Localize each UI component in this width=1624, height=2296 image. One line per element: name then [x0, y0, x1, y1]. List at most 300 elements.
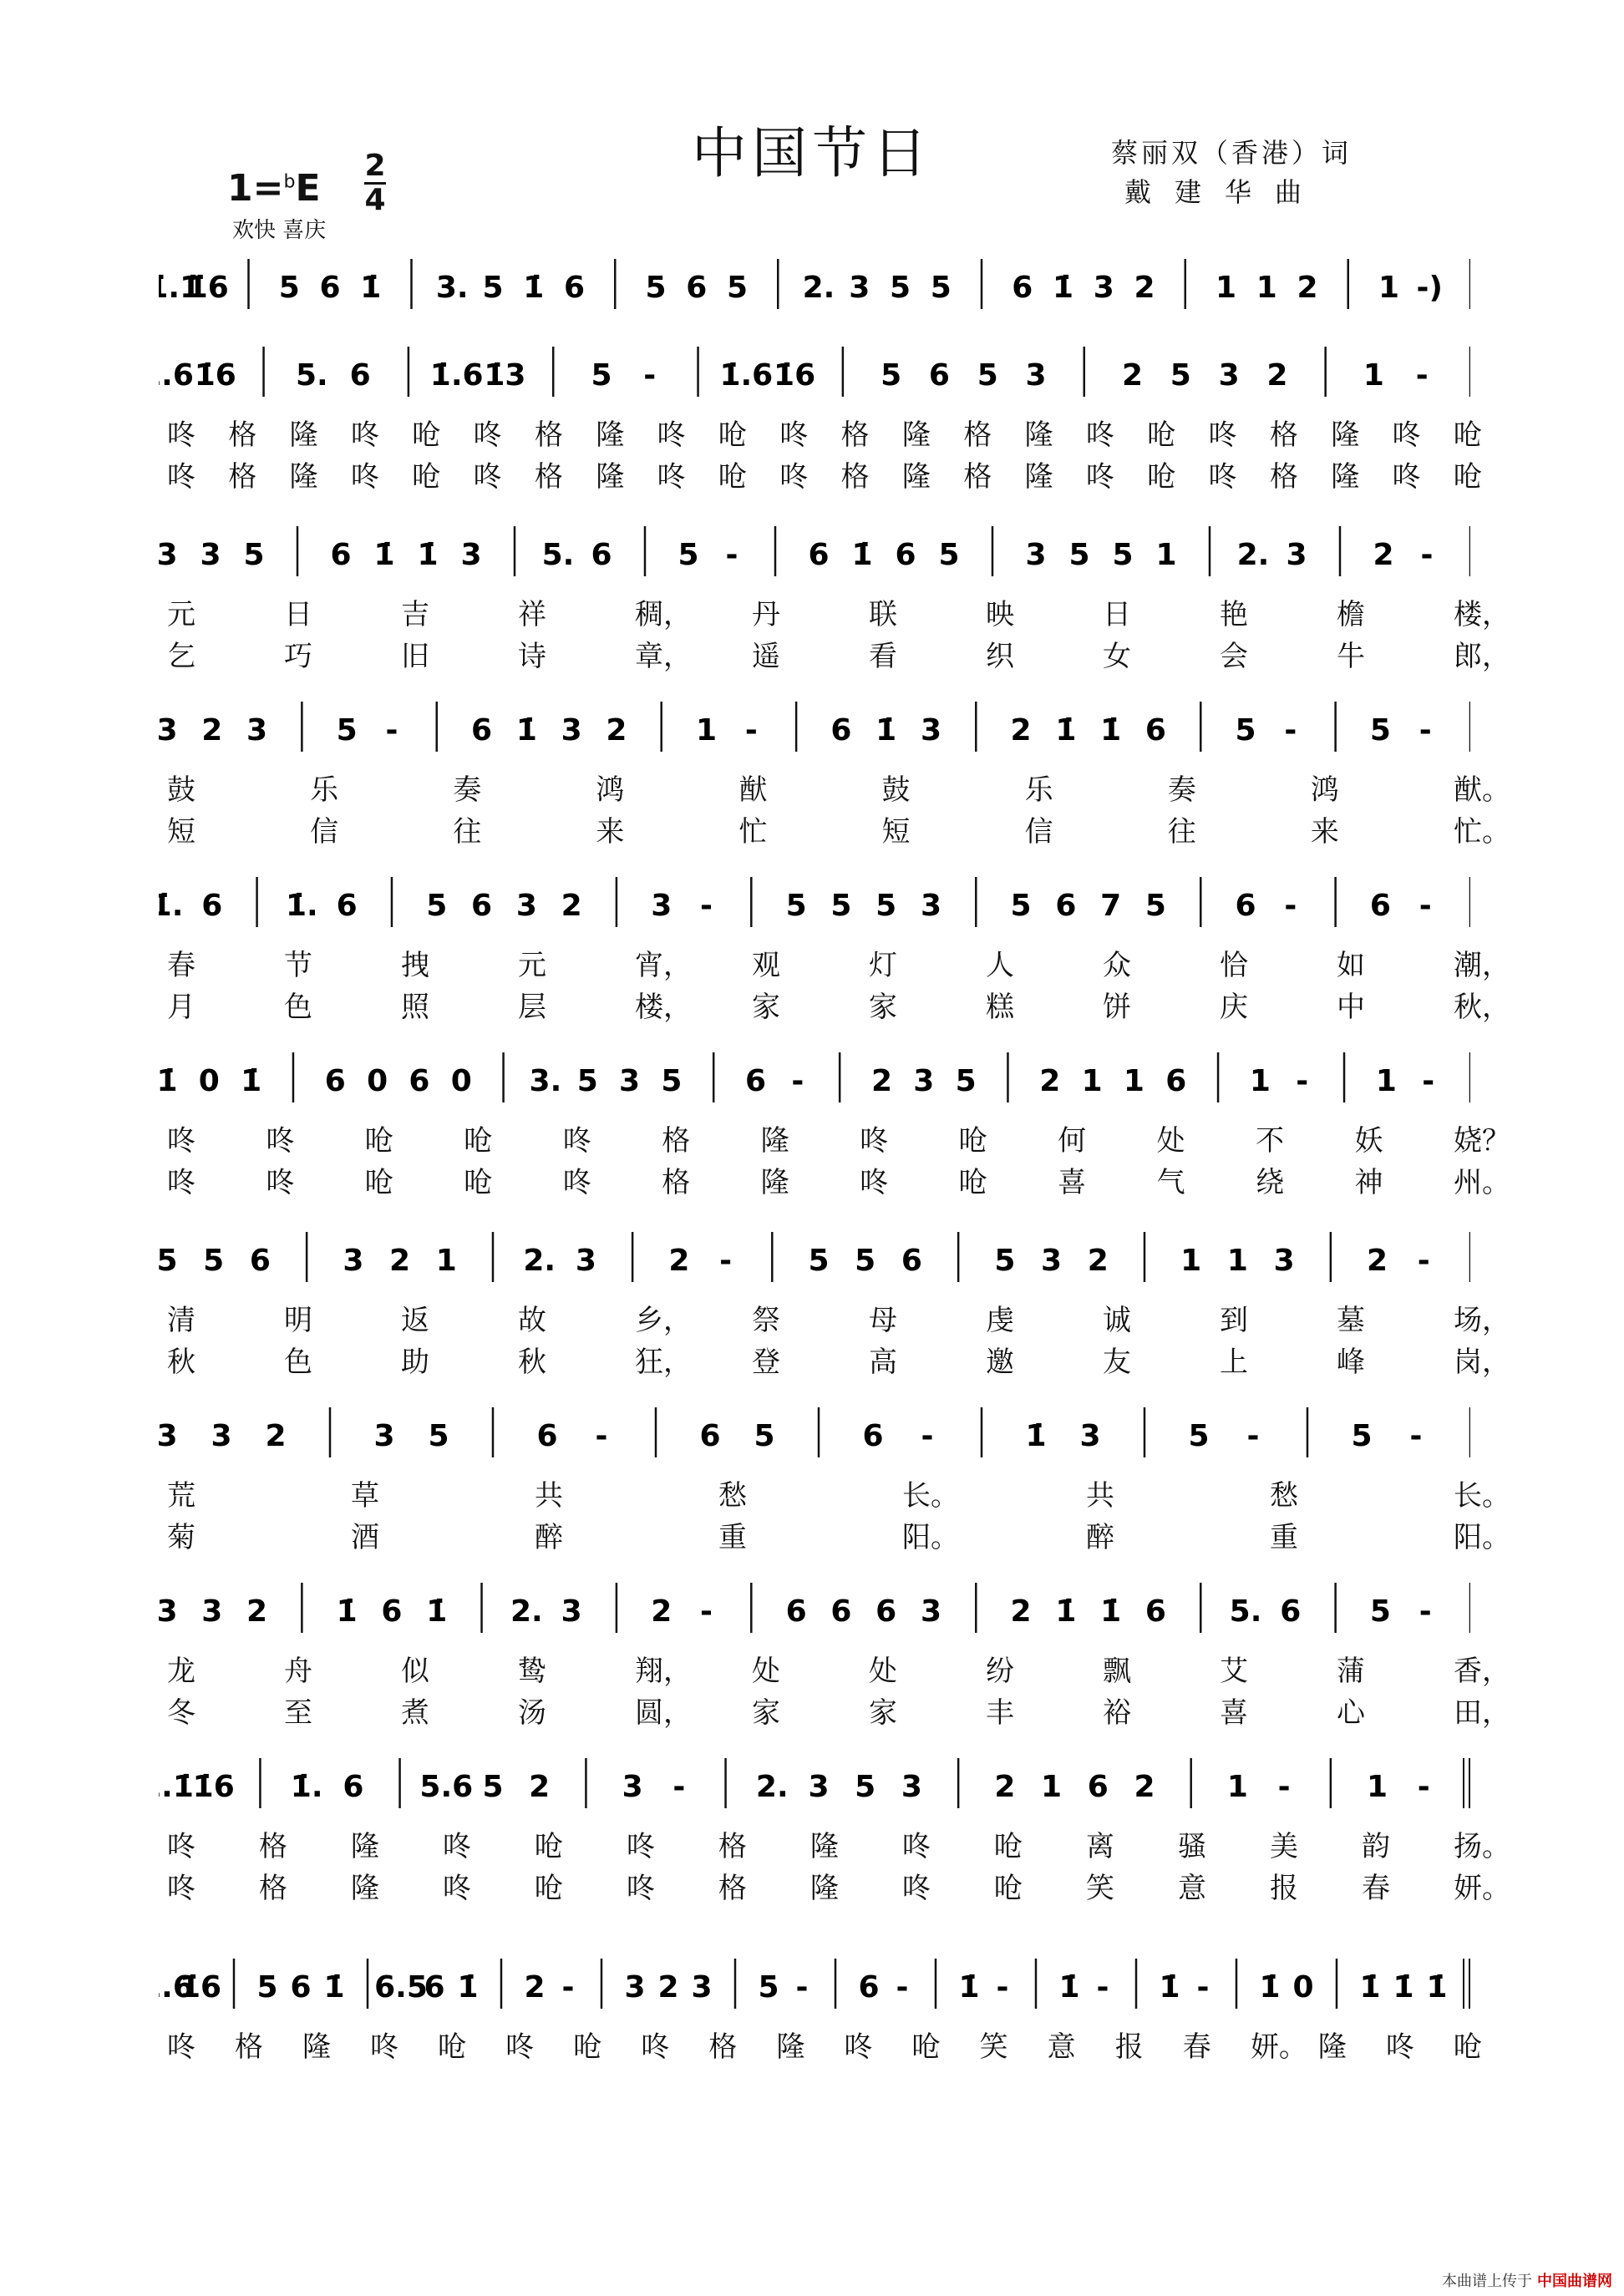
note: 5	[881, 358, 902, 393]
score-system	[159, 1399, 1510, 1554]
lyric-syllable: 祥	[518, 598, 546, 631]
lyric-syllable: 隆	[351, 1872, 379, 1905]
lyric-syllable: 人	[986, 949, 1014, 982]
note: 2	[1373, 538, 1394, 572]
note: 5	[243, 538, 265, 572]
note: 1	[1249, 1064, 1271, 1098]
lyric-syllable: 重	[1270, 1521, 1298, 1554]
lyric-syllable: 纷	[986, 1655, 1014, 1688]
note: 1̇3	[484, 358, 526, 393]
note: 1	[1041, 1770, 1063, 1804]
lyric-syllable: 咚	[902, 1872, 931, 1905]
note: 6	[1165, 1064, 1187, 1098]
note: -	[795, 1970, 809, 2005]
lyric-syllable: 呛	[412, 460, 441, 494]
note: -	[791, 1064, 804, 1098]
lyric-syllable: 格	[1270, 418, 1298, 452]
note: 3	[624, 1970, 646, 2005]
note: 5	[875, 889, 897, 923]
lyric-syllable: 隆	[596, 418, 625, 452]
note: 3	[211, 1419, 232, 1453]
lyric-syllable: 虔	[986, 1304, 1014, 1337]
lyric-syllable: 隆	[776, 2030, 805, 2064]
note: 2	[1087, 1244, 1109, 1278]
lyric-syllable: 咚	[1392, 460, 1421, 494]
lyric-syllable: 映	[986, 598, 1014, 631]
note: 3.	[529, 1064, 562, 1098]
lyric-syllable: 咚	[266, 1124, 295, 1158]
lyric-verse-1	[159, 2024, 1482, 2064]
note: 6	[324, 1064, 346, 1098]
lyric-syllable: 不	[1256, 1124, 1285, 1158]
note: 5	[645, 271, 667, 305]
lyric-syllable: 香，	[1454, 1655, 1510, 1688]
time-signature	[364, 150, 386, 216]
lyric-syllable: 墓	[1337, 1304, 1365, 1337]
note: 6	[1012, 271, 1033, 305]
lyric-syllable: 州。	[1454, 1166, 1510, 1199]
lyric-syllable: 共	[1086, 1479, 1114, 1513]
lyric-syllable: 圆，	[635, 1696, 692, 1730]
lyric-syllable: 格	[718, 1830, 747, 1863]
lyric-syllable: 咚	[844, 2030, 873, 2064]
score-system	[159, 1224, 1510, 1379]
note: 1̇.	[159, 889, 184, 923]
note: 5	[808, 1244, 830, 1278]
lyric-syllable: 咚	[902, 1830, 931, 1863]
lyric-syllable: 短	[167, 815, 195, 849]
note: 1	[1155, 538, 1177, 572]
lyric-syllable: 吉	[401, 598, 429, 631]
lyric-syllable: 鸷	[518, 1655, 546, 1688]
note: 1̇	[1259, 1970, 1281, 2005]
tempo-marking: 欢快 喜庆	[232, 218, 327, 243]
lyric-syllable: 格	[662, 1124, 691, 1158]
time-signature-top: 2	[364, 149, 386, 183]
lyric-syllable: 织	[986, 640, 1014, 673]
lyric-syllable: 咚	[266, 1166, 295, 1199]
time-signature-bottom: 4	[364, 183, 386, 217]
score-system	[159, 1044, 1510, 1199]
lyric-syllable: 呛	[911, 2030, 941, 2064]
lyric-syllable: 乐	[310, 773, 339, 807]
note: 2	[1039, 1064, 1061, 1098]
lyric-syllable: 饼	[1103, 991, 1131, 1024]
lyric-syllable: 春	[1182, 2030, 1211, 2064]
note: 1̇	[426, 1594, 448, 1629]
lyric-syllable: 重	[718, 1521, 747, 1554]
lyric-syllable: 场，	[1454, 1304, 1510, 1337]
lyric-syllable: 格	[228, 460, 257, 494]
note: 3	[246, 713, 268, 748]
song-title: 中国节日	[692, 121, 932, 185]
note: -)	[1416, 271, 1443, 305]
score-system	[159, 1750, 1510, 1905]
note: 6	[471, 889, 493, 923]
note: 1̇	[1055, 1594, 1077, 1629]
lyric-syllable: 艳	[1220, 598, 1248, 631]
note: .6	[161, 358, 194, 393]
score-system	[159, 1950, 1482, 2064]
notation-line	[159, 1399, 1470, 1466]
lyric-syllable: 翔，	[635, 1655, 692, 1688]
note: 1̇	[1055, 713, 1077, 748]
lyric-syllable: 助	[401, 1346, 429, 1379]
lyric-syllable: 庆	[1220, 991, 1248, 1024]
lyric-syllable: 蒲	[1337, 1655, 1365, 1688]
note: 6	[349, 358, 371, 393]
note: 5	[785, 889, 807, 923]
notation-line	[159, 1950, 1470, 2017]
note: 6	[928, 358, 950, 393]
lyric-syllable: 格	[662, 1166, 691, 1199]
note: 1̇	[1393, 1970, 1414, 2005]
lyric-syllable: 醉	[535, 1521, 563, 1554]
note: 7	[1100, 889, 1122, 923]
lyric-syllable: 咚	[779, 460, 809, 494]
lyric-syllable: 呛	[1147, 460, 1176, 494]
lyric-syllable: 咚	[641, 2030, 670, 2064]
lyric-syllable: 咚	[627, 1872, 655, 1905]
lyric-syllable: 咚	[657, 460, 686, 494]
note: 2	[524, 1970, 546, 2005]
note: 1̇6	[186, 271, 229, 305]
lyric-syllable: 照	[401, 991, 429, 1024]
lyric-syllable: 元	[167, 598, 195, 631]
note: -	[1246, 1419, 1260, 1453]
note: 5	[1144, 889, 1166, 923]
lyric-syllable: 隆	[810, 1830, 839, 1863]
note: -	[1418, 889, 1432, 923]
note: 2	[1367, 1244, 1388, 1278]
note: 6	[201, 889, 223, 923]
lyric-syllable: 荒	[167, 1479, 195, 1513]
note: 1	[695, 713, 718, 748]
note: 1	[1123, 1064, 1144, 1098]
lyric-syllable: 稠，	[635, 598, 692, 631]
lyric-syllable: 菊	[167, 1521, 195, 1554]
lyric-syllable: 扬。	[1454, 1830, 1510, 1863]
note: 5	[1068, 538, 1090, 572]
lyric-syllable: 咚	[562, 1166, 591, 1199]
note: 2	[1134, 271, 1155, 305]
lyric-syllable: 来	[596, 815, 625, 849]
lyric-syllable: 处	[869, 1655, 897, 1688]
lyric-syllable: 郎，	[1454, 640, 1510, 673]
note: 6	[1235, 889, 1256, 923]
note: -	[672, 1770, 686, 1804]
lyric-syllable: 呛	[535, 1872, 563, 1905]
note: 3	[849, 271, 870, 305]
lyric-syllable: 丹	[752, 598, 780, 631]
lyric-syllable: 乡，	[635, 1304, 692, 1337]
note: 3	[920, 1594, 942, 1629]
lyric-syllable: 气	[1156, 1166, 1185, 1199]
lyric-syllable: 呛	[464, 1166, 493, 1199]
note: 5	[938, 538, 960, 572]
note: 2	[994, 1770, 1016, 1804]
note: 3	[1079, 1419, 1101, 1453]
note: 5	[336, 713, 358, 748]
note: 3	[561, 1594, 582, 1629]
lyric-syllable: 咚	[167, 1872, 195, 1905]
note: 1̇	[515, 713, 537, 748]
note: 2	[651, 1594, 672, 1629]
lyric-syllable: 咚	[443, 1872, 471, 1905]
lyric-syllable: 呛	[364, 1124, 393, 1158]
lyric-syllable: 醉	[1086, 1521, 1114, 1554]
lyric-syllable: 隆	[810, 1872, 839, 1905]
note: 5.	[541, 538, 575, 572]
lyric-syllable: 章，	[635, 640, 692, 673]
lyric-syllable: 恰	[1220, 949, 1248, 982]
note: 1̇	[1052, 271, 1074, 305]
lyric-syllable: 呛	[364, 1166, 393, 1199]
lyric-syllable: 潮，	[1454, 949, 1510, 982]
note: -	[1196, 1970, 1210, 2005]
lyric-syllable: 咚	[473, 418, 502, 452]
lyric-syllable: 色	[284, 991, 312, 1024]
lyric-syllable: 楼，	[635, 991, 692, 1024]
note: 6	[830, 1594, 852, 1629]
note: -	[1415, 358, 1429, 393]
lyric-syllable: 元	[518, 949, 546, 982]
lyric-syllable: 格	[840, 460, 870, 494]
note: 2	[870, 1064, 893, 1098]
notation-line	[159, 1044, 1470, 1111]
lyric-syllable: 咚	[1208, 460, 1237, 494]
note: 0	[198, 1064, 220, 1098]
note: -	[1284, 713, 1297, 748]
notation-line	[159, 869, 1470, 935]
note: 5	[203, 1244, 225, 1278]
lyric-syllable: 田，	[1454, 1696, 1510, 1730]
lyric-syllable: 岗，	[1454, 1346, 1510, 1379]
note: 5.	[1229, 1594, 1262, 1629]
lyric-syllable: 格	[1270, 460, 1298, 494]
lyric-syllable: 鼓	[881, 773, 911, 807]
lyric-syllable: 到	[1220, 1304, 1248, 1337]
lyric-verse-1	[159, 1297, 1510, 1337]
note: 2	[265, 1419, 287, 1453]
note: 1̇	[1426, 1970, 1448, 2005]
lyric-syllable: 隆	[760, 1166, 789, 1199]
note: 6	[336, 889, 358, 923]
notation-line	[159, 1574, 1470, 1641]
note: -	[725, 538, 738, 572]
note: 5	[726, 271, 749, 305]
note: 2	[657, 1970, 679, 2005]
note: 6	[858, 1970, 880, 2005]
lyric-syllable: 咚	[860, 1166, 889, 1199]
note: 1	[435, 1244, 457, 1278]
note: 1̇	[1025, 1419, 1047, 1453]
upload-credit	[1442, 2269, 1612, 2291]
note: 0	[1292, 1970, 1314, 2005]
note: 6	[1144, 1594, 1166, 1629]
note: 5	[855, 1770, 876, 1804]
note: 3	[343, 1244, 364, 1278]
lyric-syllable: 隆	[1331, 418, 1360, 452]
lyric-syllable: 友	[1103, 1346, 1131, 1379]
lyric-syllable: 拽	[401, 949, 429, 982]
lyric-syllable: 共	[535, 1479, 563, 1513]
note: 6	[744, 1064, 767, 1098]
score-system	[159, 693, 1510, 849]
note: 3	[373, 1419, 395, 1453]
lyric-syllable: 宵，	[635, 949, 692, 982]
lyric-syllable: 高	[869, 1346, 897, 1379]
note: 3	[920, 713, 942, 748]
note: 3	[1041, 1244, 1063, 1278]
note: 1	[1215, 271, 1237, 305]
note: 2	[668, 1244, 690, 1278]
note: -	[896, 1970, 909, 2005]
lyric-syllable: 故	[518, 1304, 546, 1337]
note: 3	[159, 1419, 178, 1453]
lyric-syllable: 笑	[979, 2030, 1008, 2064]
lyric-syllable: 格	[535, 418, 563, 452]
note: 1̇.6	[719, 358, 774, 393]
lyric-syllable: 咚	[779, 418, 809, 452]
lyric-syllable: 鸿	[1310, 773, 1339, 807]
note: 3	[159, 538, 178, 572]
note: -	[561, 1970, 575, 2005]
note: 5	[1188, 1419, 1210, 1453]
note: 1̇	[1058, 1970, 1080, 2005]
lyric-verse-2	[159, 1159, 1510, 1199]
lyric-syllable: 峰	[1337, 1346, 1365, 1379]
lyric-verse-2	[159, 1339, 1510, 1379]
note: 6.5	[374, 1970, 428, 2005]
note: 3	[1025, 358, 1047, 393]
lyric-syllable: 报	[1114, 2030, 1144, 2064]
lyric-syllable: 格	[228, 418, 257, 452]
lyric-syllable: 愁	[718, 1479, 747, 1513]
note: 1̇.	[290, 1770, 323, 1804]
score-system	[159, 251, 1470, 321]
lyric-syllable: 呛	[1454, 460, 1482, 494]
lyric-verse-1	[159, 412, 1482, 452]
lyric-syllable: 咚	[351, 460, 379, 494]
note: 5	[830, 889, 852, 923]
lyric-verse-1	[159, 767, 1510, 807]
note: 2	[561, 889, 582, 923]
lyric-syllable: 信	[1024, 815, 1053, 849]
lyric-verse-1	[159, 1472, 1510, 1513]
lyric-syllable: 春	[1362, 1872, 1390, 1905]
note: -	[1277, 1770, 1291, 1804]
lyric-syllable: 呛	[438, 2030, 467, 2064]
lyric-syllable: 咚	[351, 418, 379, 452]
note: 5	[576, 1064, 598, 1098]
lyric-syllable: 汤	[518, 1696, 546, 1730]
lyric-syllable: 往	[1167, 815, 1196, 849]
note: 5	[889, 271, 911, 305]
lyric-syllable: 隆	[1331, 460, 1360, 494]
lyric-syllable: 丰	[986, 1696, 1014, 1730]
lyric-syllable: 格	[708, 2030, 738, 2064]
note: 3	[808, 1770, 830, 1804]
note: 5	[1369, 713, 1391, 748]
lyric-syllable: 鼓	[167, 773, 195, 807]
note: 6	[591, 538, 612, 572]
note: 6	[1087, 1770, 1109, 1804]
note: 0	[450, 1064, 472, 1098]
note: 1̇6	[774, 358, 816, 393]
note: 1̇	[875, 713, 897, 748]
lyric-syllable: 咚	[1385, 2030, 1414, 2064]
lyric-syllable: 牛	[1337, 640, 1365, 673]
note: 5.	[295, 358, 328, 393]
lyric-syllable: 隆	[1024, 418, 1053, 452]
lyric-syllable: 来	[1310, 815, 1339, 849]
note: .1̇	[168, 271, 201, 305]
lyric-syllable: 奏	[1167, 773, 1196, 807]
lyric-verse-2	[159, 808, 1510, 849]
lyric-syllable: 舟	[284, 1655, 312, 1688]
lyric-syllable: 诚	[1103, 1304, 1131, 1337]
note: 1̇	[1100, 1594, 1122, 1629]
note: -	[1096, 1970, 1109, 2005]
lyric-syllable: 呛	[412, 418, 441, 452]
lyric-syllable: 裕	[1103, 1696, 1131, 1730]
note: -	[921, 1419, 934, 1453]
note: 6	[895, 538, 916, 572]
note: 3	[159, 713, 178, 748]
note: 1	[1226, 1244, 1248, 1278]
note: 3	[1093, 271, 1114, 305]
note: 5	[482, 1770, 504, 1804]
lyric-syllable: 咚	[473, 460, 502, 494]
lyric-syllable: 阳。	[902, 1521, 959, 1554]
lyric-syllable: 何	[1058, 1124, 1087, 1158]
note: 5	[661, 1064, 683, 1098]
lyric-syllable: 隆	[289, 460, 318, 494]
note: 6	[330, 538, 352, 572]
lyric-syllable: 咚	[167, 1830, 195, 1863]
lyric-verse-2	[159, 633, 1510, 673]
note: 1̇	[241, 1064, 262, 1098]
lyric-syllable: 往	[453, 815, 482, 849]
lyric-verse-2	[159, 1514, 1510, 1554]
lyric-syllable: 咚	[1086, 418, 1114, 452]
lyric-syllable: 上	[1220, 1346, 1248, 1379]
note: 3	[575, 1244, 596, 1278]
lyric-syllable: 呛	[1147, 418, 1176, 452]
note: 1̇	[457, 1970, 479, 2005]
lyric-syllable: 女	[1103, 640, 1131, 673]
lyric-syllable: 格	[840, 418, 870, 452]
lyric-syllable: 看	[869, 640, 897, 673]
note: 1̇	[360, 271, 382, 305]
lyric-syllable: 遥	[752, 640, 780, 673]
note: 1	[1226, 1770, 1248, 1804]
lyric-syllable: 秋	[167, 1346, 195, 1379]
lyric-syllable: 隆	[596, 460, 625, 494]
note: 5	[428, 1419, 449, 1453]
note: 5	[1369, 1594, 1391, 1629]
note: 6	[1055, 889, 1077, 923]
note: 5	[855, 1244, 876, 1278]
lyric-syllable: 咚	[167, 2030, 195, 2064]
note: 6	[1369, 889, 1391, 923]
note: 2	[1010, 1594, 1032, 1629]
note: 1̇	[417, 538, 439, 572]
lyric-syllable: 冬	[167, 1696, 195, 1730]
site-logo: 中国曲谱网	[1537, 2273, 1612, 2290]
lyric-verse-2	[159, 984, 1510, 1024]
